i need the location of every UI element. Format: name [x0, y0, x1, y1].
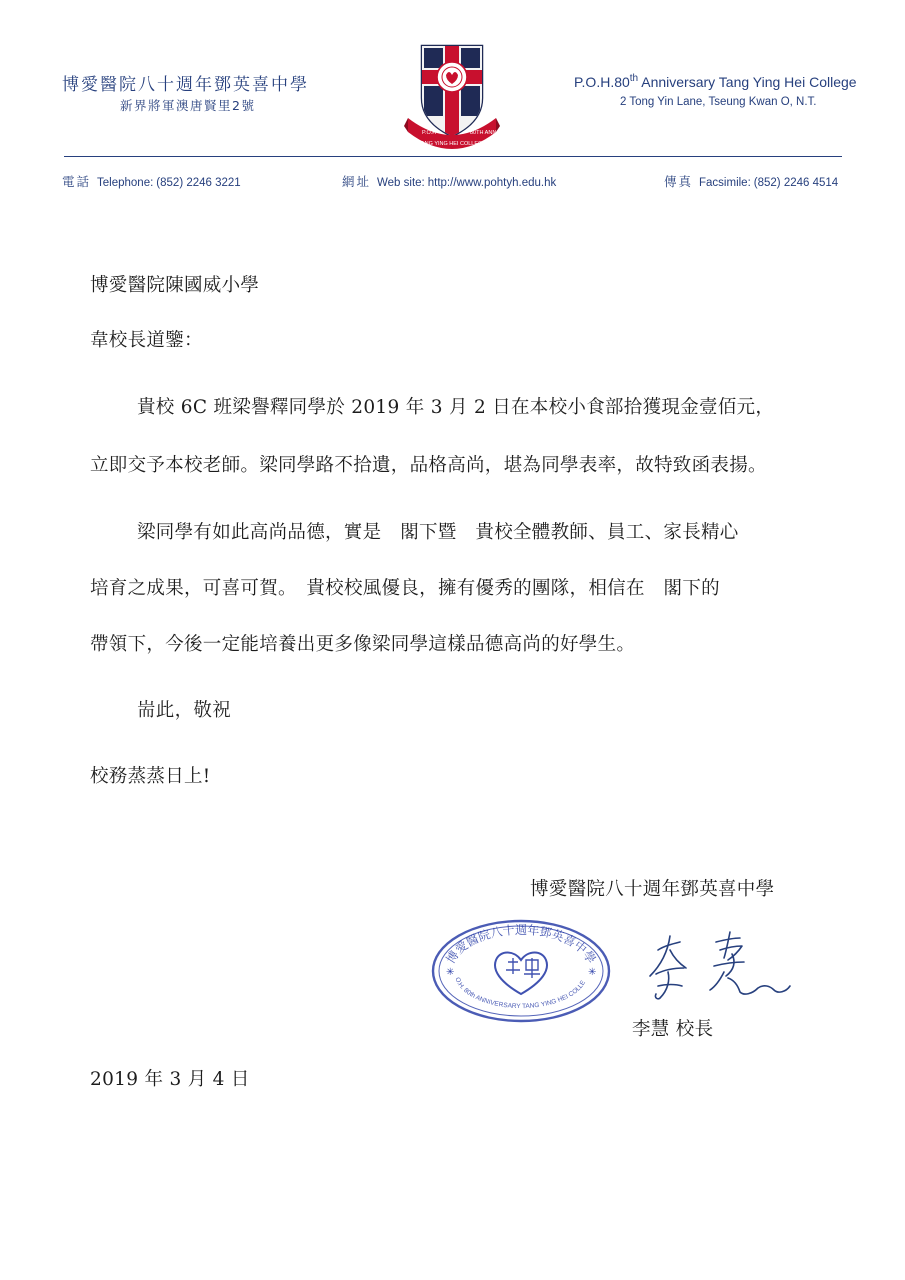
crest-ribbon-center: TANG YING HEI COLLEGE [418, 141, 486, 147]
contact-facsimile: 傳真 Facsimile: (852) 2246 4514 [664, 174, 839, 189]
letter-recipient: 博愛醫院陳國威小學 [90, 275, 260, 296]
letter-salutation: 韋校長道鑒： [90, 330, 203, 351]
paragraph1-line1: 貴校 6C 班梁譽釋同學於 2019 年 3 月 2 日在本校小食部拾獲現金壹佰元， [137, 397, 775, 418]
seal-text-cn: 博愛醫院八十週年鄧英喜中學 [443, 923, 599, 966]
school-crest-icon [404, 40, 500, 152]
closing-line2: 校務蒸蒸日上! [90, 766, 211, 787]
closing-line1: 耑此，敬祝 [137, 700, 232, 721]
school-address-en: 2 Tong Yin Lane, Tseung Kwan O, N.T. [620, 96, 817, 108]
seal-text-en: O.H. 80th ANNIVERSARY TANG YING HEI COLLE [453, 976, 588, 1011]
paragraph2-line2: 培育之成果，可喜可賀。 貴校校風優良，擁有優秀的團隊，相信在 閣下的 [90, 578, 720, 599]
school-seal-icon [430, 918, 612, 1024]
school-name-en: P.O.H.80th Anniversary Tang Ying Hei College [574, 73, 857, 90]
letter-date: 2019 年 3 月 4 日 [90, 1069, 250, 1090]
paragraph2-line1: 梁同學有如此高尚品德，實是 閣下暨 貴校全體教師、員工、家長精心 [137, 522, 739, 543]
letter-signer: 李慧 校長 [632, 1019, 714, 1040]
svg-text:✳: ✳ [588, 967, 597, 978]
paragraph2-line3: 帶領下，今後一定能培養出更多像梁同學這樣品德高尚的好學生。 [90, 634, 636, 655]
letter-sender: 博愛醫院八十週年鄧英喜中學 [530, 879, 775, 900]
handwritten-signature-icon [640, 928, 800, 1008]
paragraph1-line2: 立即交予本校老師。梁同學路不拾遺，品格高尚，堪為同學表率，故特致函表揚。 [90, 455, 767, 476]
crest-ribbon-left: P.O.H [422, 130, 437, 136]
contact-telephone: 電話 Telephone: (852) 2246 3221 [62, 174, 241, 189]
crest-ribbon-right: 80TH ANN [470, 130, 497, 136]
school-address-cn: 新界將軍澳唐賢里2號 [120, 98, 256, 113]
contact-website: 網址 Web site: http://www.pohtyh.edu.hk [342, 174, 557, 189]
school-name-cn: 博愛醫院八十週年鄧英喜中學 [62, 75, 309, 95]
letterhead-divider [64, 156, 842, 157]
svg-text:✳: ✳ [446, 967, 455, 978]
